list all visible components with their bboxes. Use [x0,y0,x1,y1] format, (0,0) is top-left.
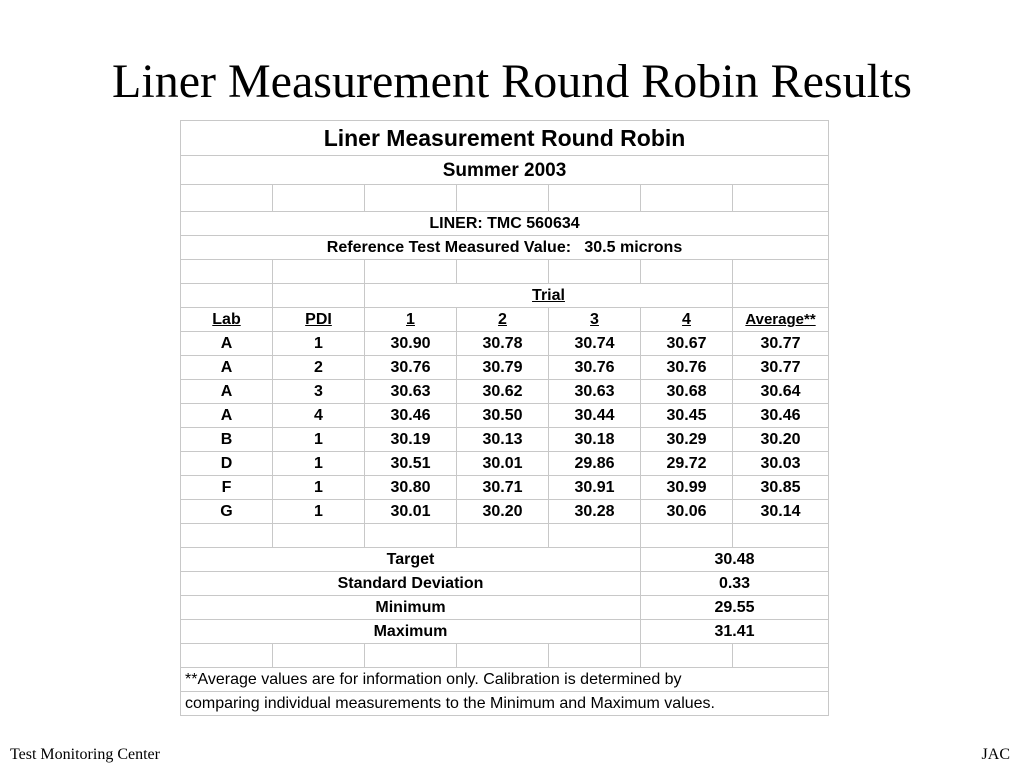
blank-row [181,260,829,284]
cell-trial-3: 30.91 [549,476,641,500]
stat-label: Minimum [181,596,641,620]
footnote-line-2: comparing individual measurements to the Minimum and Maximum values. [181,692,829,716]
empty-cell [549,524,641,548]
table-row [181,428,829,452]
cell-trial-3: 30.63 [549,380,641,404]
trial-header [365,284,733,308]
cell-trial-3: 30.28 [549,500,641,524]
stat-label: Maximum [181,620,641,644]
cell-trial-2: 30.71 [457,476,549,500]
empty-cell [457,644,549,668]
cell-pdi: 1 [273,500,365,524]
stat-value: 29.55 [641,596,829,620]
cell-lab: F [181,476,273,500]
header-trial-2: 2 [457,308,549,332]
empty-cell [181,644,273,668]
cell-pdi: 1 [273,476,365,500]
table-row [181,380,829,404]
table-row [181,452,829,476]
cell-trial-3: 30.18 [549,428,641,452]
empty-cell [181,185,273,212]
reference-row [181,236,829,260]
stat-value: 31.41 [641,620,829,644]
cell-average: 30.46 [733,404,829,428]
empty-cell [365,185,457,212]
cell-trial-1: 30.80 [365,476,457,500]
cell-trial-3: 30.76 [549,356,641,380]
stat-row-maximum [181,620,829,644]
results-spreadsheet [180,120,828,732]
empty-cell [273,644,365,668]
cell-trial-4: 30.99 [641,476,733,500]
note-row [181,692,829,716]
cell-trial-1: 30.19 [365,428,457,452]
results-table [180,120,829,716]
cell-trial-4: 29.72 [641,452,733,476]
empty-cell [733,260,829,284]
trial-label: Trial [532,287,565,304]
table-title: Liner Measurement Round Robin [181,121,829,156]
cell-lab: G [181,500,273,524]
cell-lab: A [181,404,273,428]
cell-trial-2: 30.50 [457,404,549,428]
cell-pdi: 1 [273,428,365,452]
cell-pdi: 1 [273,332,365,356]
cell-trial-3: 30.74 [549,332,641,356]
empty-cell [457,185,549,212]
table-subtitle: Summer 2003 [181,156,829,185]
footnote-line-1: **Average values are for information only. Calibration is determined by [181,668,829,692]
column-header-row [181,308,829,332]
empty-cell [733,185,829,212]
cell-average: 30.77 [733,332,829,356]
empty-cell [641,260,733,284]
stat-row-minimum [181,596,829,620]
cell-trial-4: 30.68 [641,380,733,404]
cell-trial-2: 30.13 [457,428,549,452]
stat-label: Standard Deviation [181,572,641,596]
empty-cell [733,524,829,548]
table-row [181,500,829,524]
empty-cell [273,284,365,308]
empty-cell [365,260,457,284]
cell-pdi: 1 [273,452,365,476]
empty-cell [273,260,365,284]
liner-row [181,212,829,236]
stat-row-std-dev [181,572,829,596]
blank-row [181,644,829,668]
cell-trial-1: 30.46 [365,404,457,428]
cell-lab: D [181,452,273,476]
empty-cell [549,185,641,212]
header-trial-1: 1 [365,308,457,332]
table-row [181,476,829,500]
cell-trial-2: 30.79 [457,356,549,380]
empty-cell [457,524,549,548]
empty-cell [549,260,641,284]
table-row [181,332,829,356]
footer-initials: JAC [981,746,1010,763]
empty-cell [365,524,457,548]
trial-row [181,284,829,308]
note-row [181,668,829,692]
cell-average: 30.64 [733,380,829,404]
empty-cell [273,185,365,212]
cell-average: 30.85 [733,476,829,500]
empty-cell [181,524,273,548]
stat-value: 30.48 [641,548,829,572]
footer-organization: Test Monitoring Center [10,746,160,763]
empty-cell [365,644,457,668]
cell-average: 30.14 [733,500,829,524]
blank-row [181,524,829,548]
liner-label: LINER: TMC 560634 [181,212,829,236]
cell-trial-1: 30.51 [365,452,457,476]
stat-value: 0.33 [641,572,829,596]
table-title-row [181,121,829,156]
empty-cell [733,644,829,668]
cell-trial-2: 30.78 [457,332,549,356]
cell-average: 30.03 [733,452,829,476]
cell-trial-2: 30.62 [457,380,549,404]
empty-cell [549,644,641,668]
cell-lab: B [181,428,273,452]
empty-cell [641,185,733,212]
cell-trial-1: 30.76 [365,356,457,380]
cell-trial-1: 30.01 [365,500,457,524]
table-subtitle-row [181,156,829,185]
stat-label: Target [181,548,641,572]
empty-cell [733,284,829,308]
cell-trial-1: 30.90 [365,332,457,356]
cell-trial-3: 29.86 [549,452,641,476]
cell-lab: A [181,356,273,380]
cell-pdi: 4 [273,404,365,428]
header-trial-4: 4 [641,308,733,332]
empty-cell [641,524,733,548]
empty-cell [181,284,273,308]
cell-trial-2: 30.01 [457,452,549,476]
stat-row-target [181,548,829,572]
cell-trial-4: 30.06 [641,500,733,524]
header-pdi: PDI [273,308,365,332]
header-average: Average** [733,308,829,332]
cell-pdi: 3 [273,380,365,404]
cell-trial-4: 30.67 [641,332,733,356]
reference-value: Reference Test Measured Value: 30.5 microns [181,236,829,260]
cell-pdi: 2 [273,356,365,380]
empty-cell [641,644,733,668]
cell-average: 30.77 [733,356,829,380]
slide-title: Liner Measurement Round Robin Results [112,55,912,108]
cell-average: 30.20 [733,428,829,452]
empty-cell [273,524,365,548]
cell-trial-3: 30.44 [549,404,641,428]
table-row [181,356,829,380]
header-lab: Lab [181,308,273,332]
cell-lab: A [181,380,273,404]
cell-trial-2: 30.20 [457,500,549,524]
header-trial-3: 3 [549,308,641,332]
cell-trial-4: 30.76 [641,356,733,380]
cell-trial-4: 30.45 [641,404,733,428]
cell-trial-1: 30.63 [365,380,457,404]
table-row [181,404,829,428]
empty-cell [181,260,273,284]
blank-row [181,185,829,212]
cell-lab: A [181,332,273,356]
empty-cell [457,260,549,284]
cell-trial-4: 30.29 [641,428,733,452]
